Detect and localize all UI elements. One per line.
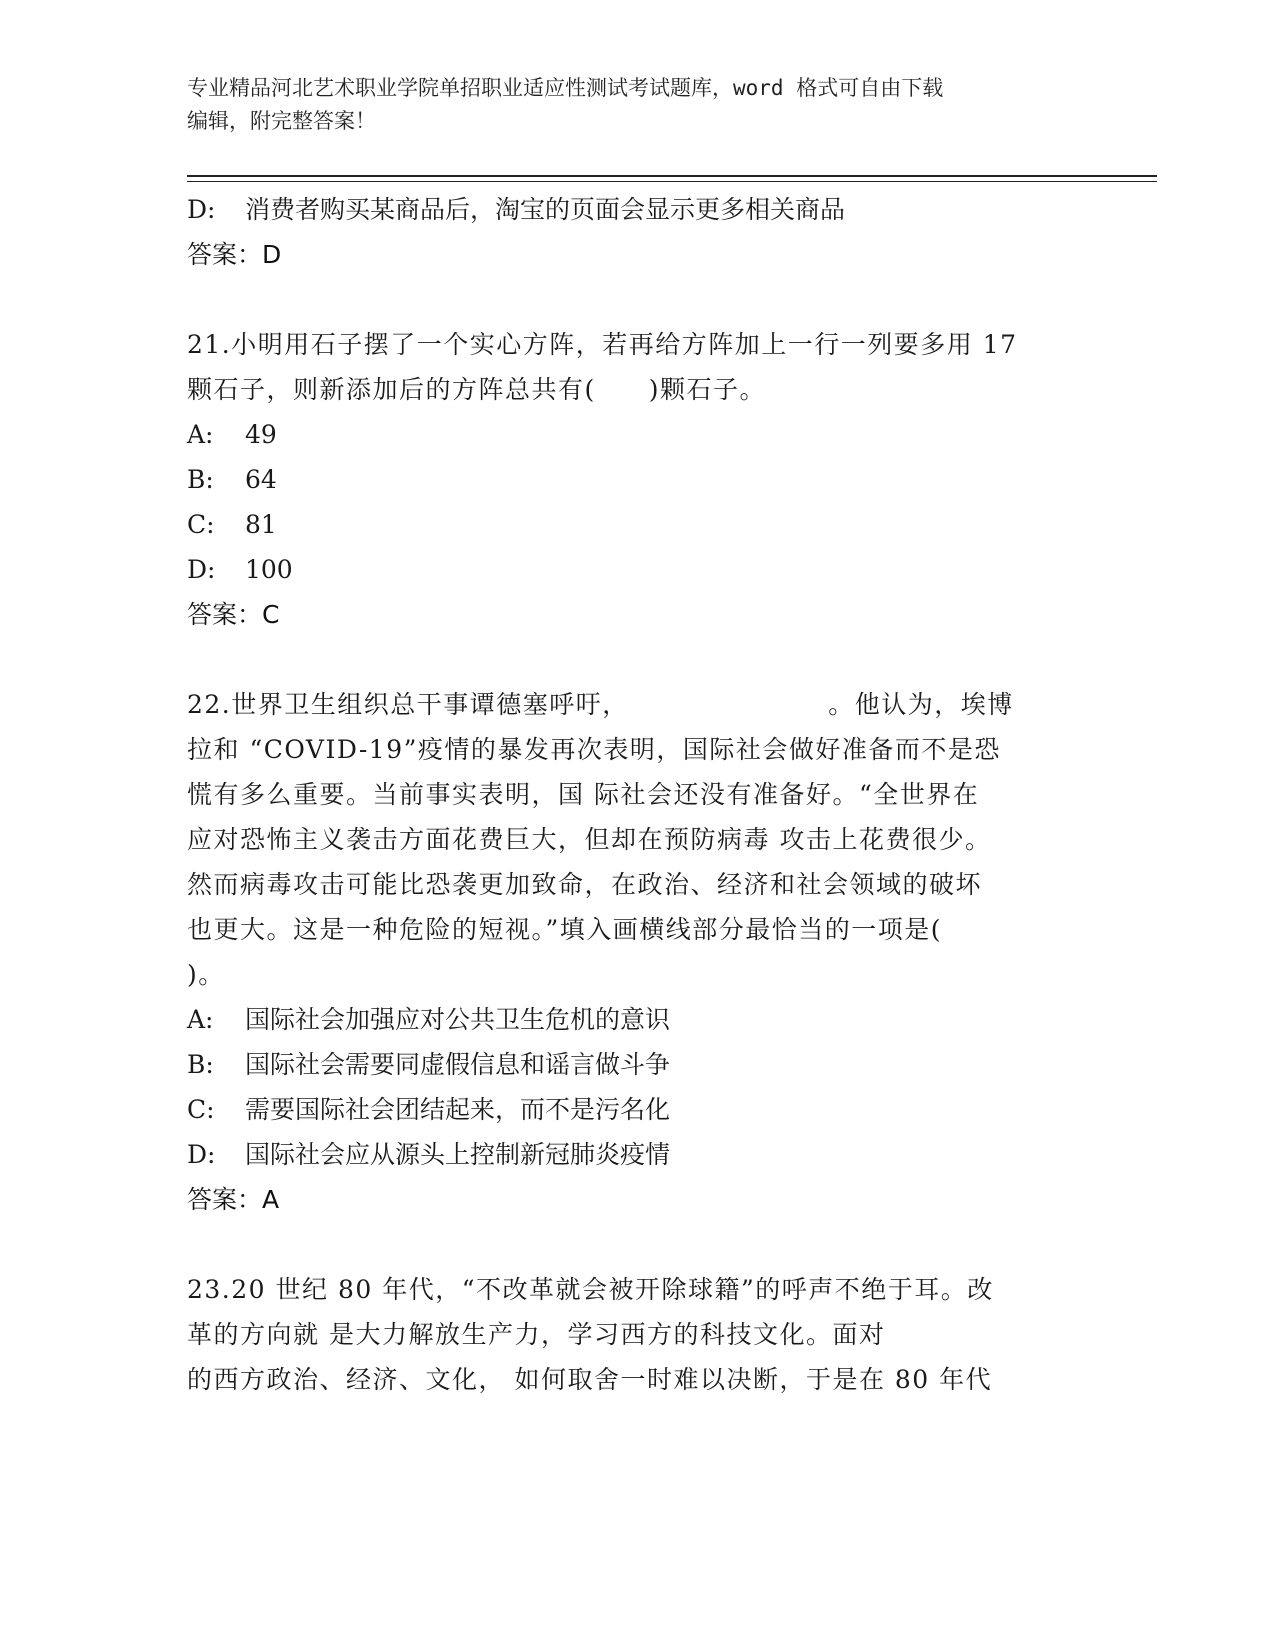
previous-question-tail: [187, 187, 1077, 277]
option-text: 国际社会应从源头上控制新冠肺炎疫情: [245, 1140, 671, 1169]
page-header: [187, 72, 1067, 138]
question-text-line: 应对恐怖主义袭击方面花费巨大，但却在预防病毒 攻击上花费很少。: [187, 825, 992, 854]
question-text-line: 21.小明用石子摆了一个实心方阵，若再给方阵加上一行一列要多用 17: [187, 330, 1018, 359]
option-key: D:: [187, 1140, 216, 1169]
question-text-line: 然而病毒攻击可能比恐袭更加致命，在政治、经济和社会领域的破坏: [187, 870, 983, 899]
document-body: [187, 187, 1077, 1402]
option-c: [187, 1087, 1077, 1132]
option-a: [187, 997, 1077, 1042]
option-text: 国际社会加强应对公共卫生危机的意识: [245, 1005, 671, 1034]
question-text-line: 拉和 “COVID-19”疫情的暴发再次表明，国际社会做好准备而不是恐: [187, 735, 1001, 764]
option-d: [187, 547, 1077, 592]
question-21: [187, 322, 1077, 637]
option-key: D:: [187, 555, 216, 584]
option-c: [187, 502, 1077, 547]
option-text: 消费者购买某商品后，淘宝的页面会显示更多相关商品: [245, 195, 846, 224]
option-text: 49: [245, 420, 277, 449]
option-b: [187, 1042, 1077, 1087]
question-23: [187, 1267, 1077, 1402]
option-key: B:: [187, 465, 214, 494]
option-d: [187, 187, 1077, 232]
question-text-line: 也更大。这是一种危险的短视。”填入画横线部分最恰当的一项是(: [187, 915, 943, 944]
question-text-line: 慌有多么重要。当前事实表明，国 际社会还没有准备好。“全世界在: [187, 780, 980, 809]
header-line-1: 专业精品河北艺术职业学院单招职业适应性测试考试题库，word 格式可自由下载: [187, 76, 944, 100]
answer-label: 答案：A: [187, 1185, 280, 1214]
option-key: C:: [187, 510, 215, 539]
question-text-line: 颗石子，则新添加后的方阵总共有( )颗石子。: [187, 375, 767, 404]
option-text: 64: [245, 465, 277, 494]
option-b: [187, 457, 1077, 502]
option-key: B:: [187, 1050, 214, 1079]
option-text: 100: [245, 555, 293, 584]
option-d: [187, 1132, 1077, 1177]
option-key: D:: [187, 195, 216, 224]
option-a: [187, 412, 1077, 457]
option-text: 81: [245, 510, 277, 539]
option-key: A:: [187, 1005, 214, 1034]
answer-label: 答案：C: [187, 600, 280, 629]
answer-label: 答案：D: [187, 240, 282, 269]
header-divider-thin: [187, 181, 1157, 182]
option-key: A:: [187, 420, 214, 449]
question-text-line: 的西方政治、经济、文化， 如何取舍一时难以决断，于是在 80 年代: [187, 1365, 993, 1394]
option-key: C:: [187, 1095, 215, 1124]
question-text-line: 革的方向就 是大力解放生产力，学习西方的科技文化。面对: [187, 1320, 886, 1349]
option-text: 需要国际社会团结起来，而不是污名化: [245, 1095, 671, 1124]
header-divider-thick: [187, 175, 1157, 177]
question-text-line: 22.世界卫生组织总干事谭德塞呼吁， 。他认为，埃博: [187, 690, 1014, 719]
question-text-line: 23.20 世纪 80 年代，“不改革就会被开除球籍”的呼声不绝于耳。改: [187, 1275, 994, 1304]
header-line-2: 编辑，附完整答案！: [187, 109, 376, 133]
question-text-line: )。: [187, 960, 225, 989]
option-text: 国际社会需要同虚假信息和谣言做斗争: [245, 1050, 671, 1079]
question-22: [187, 682, 1077, 1222]
